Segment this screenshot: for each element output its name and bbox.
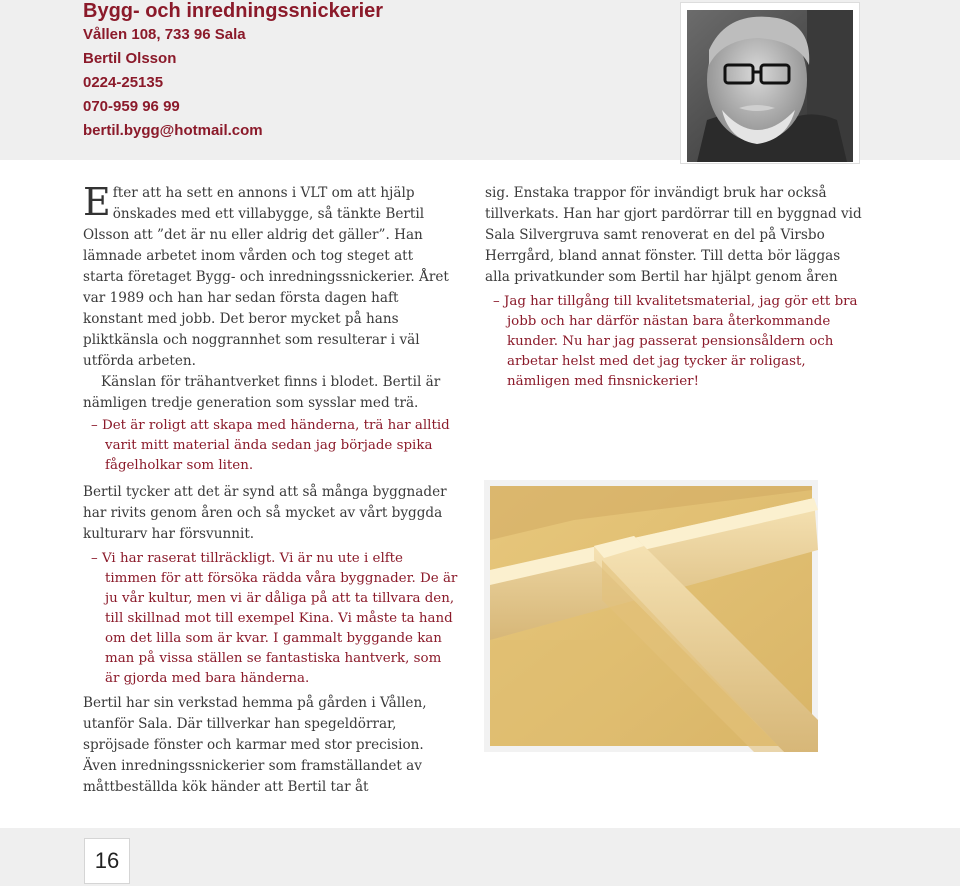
paragraph-2: Känslan för trähantverket finns i blodet. Bertil är nämligen tredje generation som sysslar med trä. (83, 374, 441, 411)
drop-cap: E (83, 180, 111, 224)
quote-2-text: Vi har raserat tillräckligt. Vi är nu ute i elfte timmen för att försöka rädda våra byggnader. De är ju vår kultur, men vi är dåliga på att ta tillvara den, till skillnad mot till exempel Kina. Vi måste ta hand om det lilla som är kvar. I gammalt byggande kan man på vissa ställen se fantastiska hantverk, som är gjorda med bara händerna. (101, 551, 458, 686)
company-address: Vållen 108, 733 96 Sala (83, 26, 246, 43)
portrait-photo (687, 10, 853, 162)
quote-2 (83, 549, 458, 689)
left-column (83, 180, 458, 798)
contact-name: Bertil Olsson (83, 50, 177, 67)
contact-mobile: 070-959 96 99 (83, 98, 180, 115)
paragraph-4: Bertil har sin verkstad hemma på gården i Vållen, utanför Sala. Där tillverkar han spegeldörrar, spröjsade fönster och karmar med stor precision. Även inredningssnickerier som framställandet av måttbeställda kök händer att Bertil tar åt (83, 695, 427, 795)
page-number: 16 (84, 838, 130, 884)
contact-email[interactable]: bertil.bygg@hotmail.com (83, 122, 263, 139)
right-quote-1 (485, 292, 865, 392)
contact-phone: 0224-25135 (83, 74, 164, 91)
right-column (485, 183, 865, 392)
quote-dash: – (91, 551, 98, 566)
intro-paragraph (83, 180, 458, 372)
quote-dash: – (91, 418, 98, 433)
right-paragraph-1: sig. Enstaka trappor för invändigt bruk har också tillverkats. Han har gjort pardörrar till en byggnad vid Sala Silvergruva samt renoverat en del på Virsbo Herrgård, bland annat fönster. Till detta bör läggas alla privatkunder som Bertil har hjälpt genom åren (485, 185, 862, 285)
quote-dash: – (493, 294, 500, 309)
paragraph-3: Bertil tycker att det är synd att så många byggnader har rivits genom åren och så mycket av vårt byggda kulturarv har försvunnit. (83, 484, 447, 542)
company-title: Bygg- och inredningssnickerier (83, 0, 384, 22)
quote-1 (83, 416, 458, 476)
right-quote-1-text: Jag har tillgång till kvalitetsmaterial, jag gör ett bra jobb och har därför nästan bara återkommande kunder. Nu har jag passerat pensionsåldern och arbetar helst med det jag tycker är roligast, nämligen med finsnickerier! (503, 294, 858, 389)
wood-frame-photo (484, 480, 818, 752)
quote-1-text: Det är roligt att skapa med händerna, trä har alltid varit mitt material ända sedan jag började spika fågelholkar som liten. (101, 418, 450, 473)
intro-text: fter att ha sett en annons i VLT om att hjälp önskades med ett villabygge, så tänkte Bertil Olsson att ”det är nu eller aldrig det gäller”. Han lämnade arbetet inom vården och tog steget att starta företaget Bygg- och inredningssnickerier. Året var 1989 och han har sedan första dagen haft konstant med jobb. Det beror mycket på hans pliktkänsla och noggrannhet som resulterar i väl utförda arbeten. (83, 185, 449, 369)
footer-band (0, 828, 960, 886)
